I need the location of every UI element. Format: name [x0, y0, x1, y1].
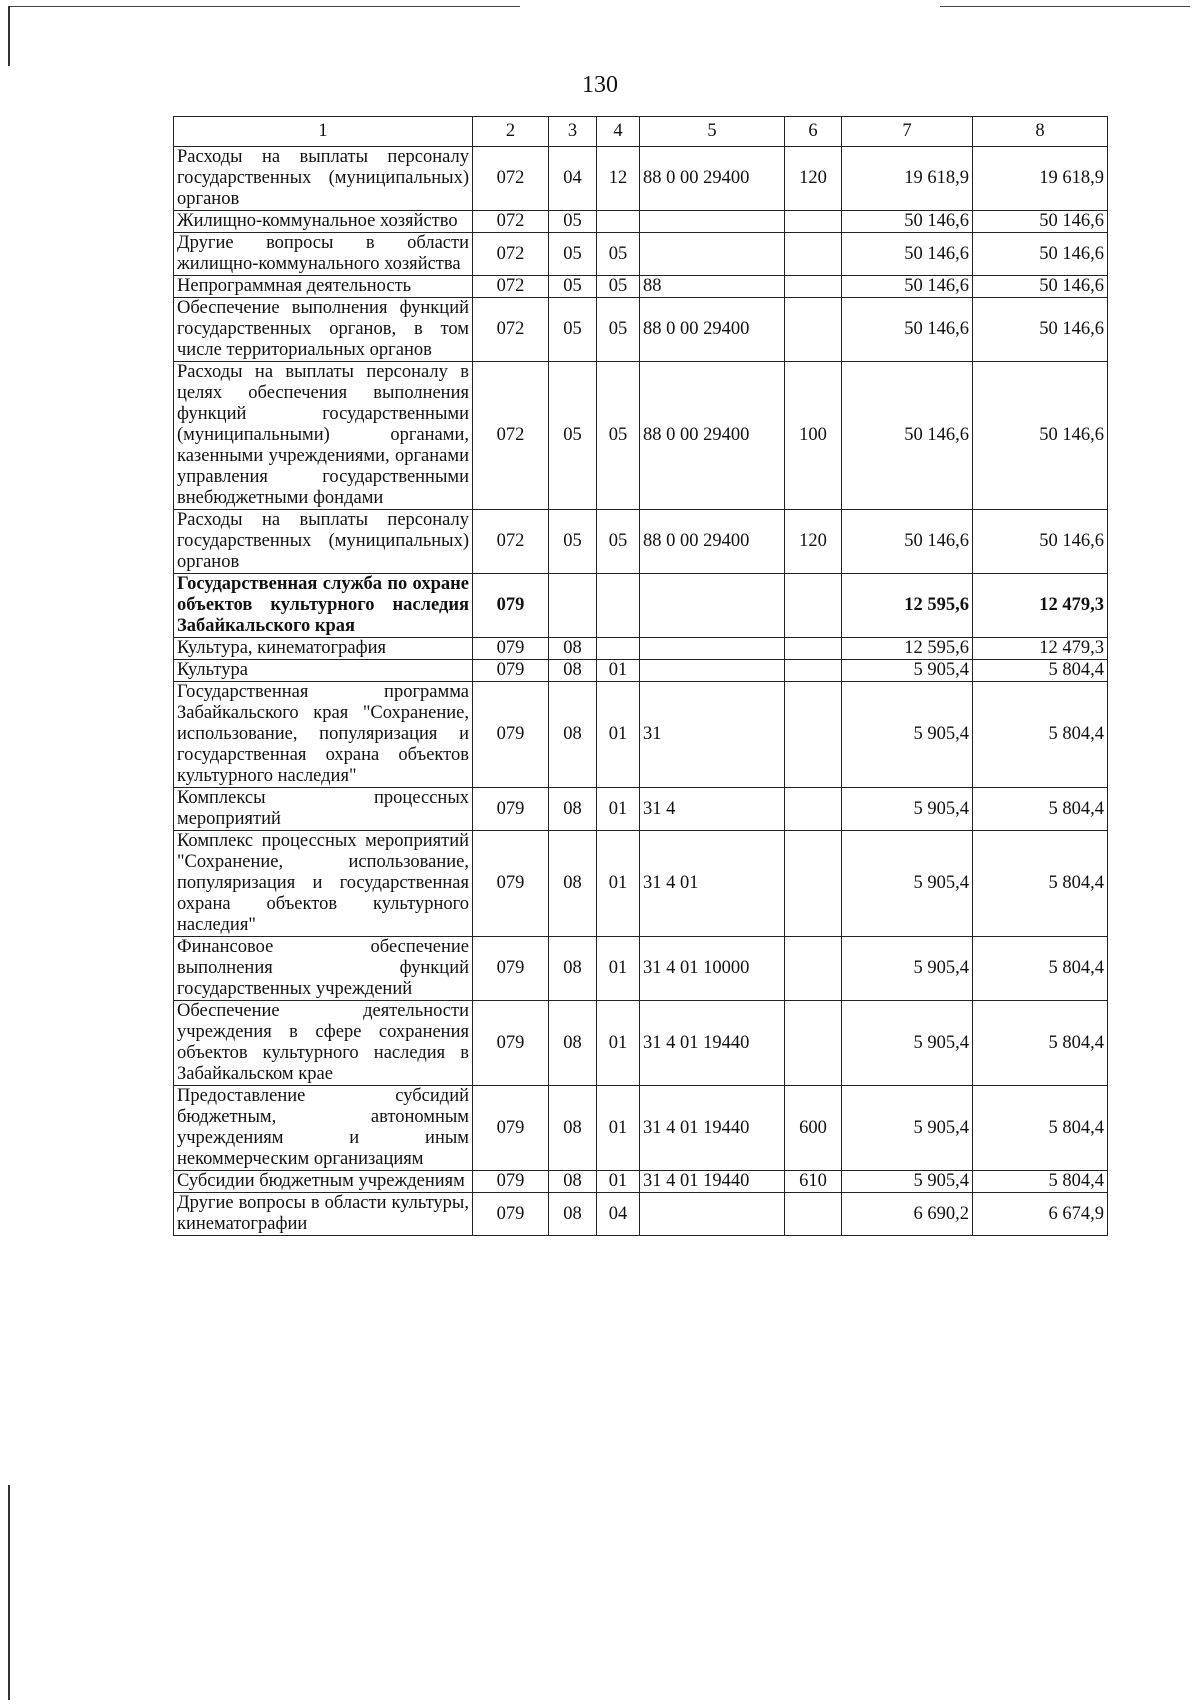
row-label: Непрограммная деятельность	[174, 276, 473, 298]
expense-type-code	[785, 276, 842, 298]
ministry-code: 079	[473, 1171, 549, 1193]
section-code: 05	[549, 510, 597, 574]
expense-type-code	[785, 574, 842, 638]
subsection-code: 05	[597, 510, 640, 574]
table-row	[174, 682, 1108, 788]
expense-type-code: 600	[785, 1086, 842, 1171]
row-label: Государственная программа Забайкальского края "Сохранение, использование, популяризация и государственная охрана объектов культурного наследия"	[174, 682, 473, 788]
subsection-code	[597, 211, 640, 233]
ministry-code: 079	[473, 937, 549, 1001]
amount-year-1: 5 905,4	[842, 1001, 973, 1086]
amount-year-1: 5 905,4	[842, 1086, 973, 1171]
scan-left-border	[8, 6, 10, 66]
expense-type-code	[785, 211, 842, 233]
table-row	[174, 211, 1108, 233]
amount-year-2: 5 804,4	[973, 831, 1108, 937]
section-code: 08	[549, 1171, 597, 1193]
table-row	[174, 510, 1108, 574]
row-label: Предоставление субсидий бюджетным, автономным учреждениям и иным некоммерческим организациям	[174, 1086, 473, 1171]
subsection-code: 05	[597, 233, 640, 276]
table-row	[174, 233, 1108, 276]
ministry-code: 072	[473, 298, 549, 362]
row-label: Другие вопросы в области культуры, кинематографии	[174, 1193, 473, 1236]
amount-year-2: 50 146,6	[973, 510, 1108, 574]
subsection-code: 05	[597, 276, 640, 298]
amount-year-1: 12 595,6	[842, 638, 973, 660]
amount-year-2: 50 146,6	[973, 233, 1108, 276]
column-header: 7	[842, 117, 973, 147]
column-header: 5	[640, 117, 785, 147]
amount-year-2: 50 146,6	[973, 298, 1108, 362]
target-article-code	[640, 211, 785, 233]
amount-year-2: 50 146,6	[973, 362, 1108, 510]
column-header: 6	[785, 117, 842, 147]
section-code: 05	[549, 298, 597, 362]
section-code: 05	[549, 362, 597, 510]
column-header: 8	[973, 117, 1108, 147]
target-article-code	[640, 638, 785, 660]
section-code: 05	[549, 276, 597, 298]
table-row	[174, 1193, 1108, 1236]
amount-year-1: 5 905,4	[842, 682, 973, 788]
target-article-code: 88 0 00 29400	[640, 510, 785, 574]
table-row	[174, 1086, 1108, 1171]
expense-type-code	[785, 1193, 842, 1236]
amount-year-2: 5 804,4	[973, 788, 1108, 831]
amount-year-1: 19 618,9	[842, 147, 973, 211]
amount-year-2: 12 479,3	[973, 638, 1108, 660]
subsection-code: 01	[597, 660, 640, 682]
row-label: Комплексы процессных мероприятий	[174, 788, 473, 831]
section-code: 08	[549, 1001, 597, 1086]
row-label: Расходы на выплаты персоналу государственных (муниципальных) органов	[174, 147, 473, 211]
amount-year-1: 5 905,4	[842, 1171, 973, 1193]
ministry-code: 079	[473, 1193, 549, 1236]
subsection-code: 01	[597, 788, 640, 831]
ministry-code: 079	[473, 1001, 549, 1086]
table-row	[174, 937, 1108, 1001]
subsection-code: 12	[597, 147, 640, 211]
amount-year-1: 50 146,6	[842, 211, 973, 233]
table-header-row	[174, 117, 1108, 147]
section-code: 08	[549, 788, 597, 831]
amount-year-1: 50 146,6	[842, 510, 973, 574]
target-article-code: 31 4 01 10000	[640, 937, 785, 1001]
section-code: 08	[549, 682, 597, 788]
target-article-code	[640, 660, 785, 682]
section-code: 08	[549, 937, 597, 1001]
amount-year-1: 12 595,6	[842, 574, 973, 638]
row-label: Расходы на выплаты персоналу государственных (муниципальных) органов	[174, 510, 473, 574]
ministry-code: 072	[473, 211, 549, 233]
section-code: 05	[549, 233, 597, 276]
expense-type-code	[785, 937, 842, 1001]
subsection-code: 01	[597, 831, 640, 937]
row-label: Обеспечение выполнения функций государственных органов, в том числе территориальных органов	[174, 298, 473, 362]
amount-year-1: 50 146,6	[842, 276, 973, 298]
row-label: Субсидии бюджетным учреждениям	[174, 1171, 473, 1193]
table-row	[174, 362, 1108, 510]
row-label: Жилищно-коммунальное хозяйство	[174, 211, 473, 233]
amount-year-1: 5 905,4	[842, 937, 973, 1001]
expense-type-code: 610	[785, 1171, 842, 1193]
table-row	[174, 574, 1108, 638]
table-row	[174, 831, 1108, 937]
amount-year-1: 5 905,4	[842, 831, 973, 937]
target-article-code: 31 4 01	[640, 831, 785, 937]
amount-year-1: 5 905,4	[842, 660, 973, 682]
budget-table	[173, 116, 1108, 1236]
amount-year-2: 5 804,4	[973, 1086, 1108, 1171]
expense-type-code	[785, 831, 842, 937]
expense-type-code: 120	[785, 510, 842, 574]
amount-year-1: 5 905,4	[842, 788, 973, 831]
subsection-code	[597, 638, 640, 660]
table-row	[174, 298, 1108, 362]
ministry-code: 079	[473, 788, 549, 831]
scan-top-border-left	[8, 6, 520, 7]
ministry-code: 079	[473, 638, 549, 660]
section-code: 08	[549, 638, 597, 660]
subsection-code: 01	[597, 1001, 640, 1086]
section-code: 04	[549, 147, 597, 211]
subsection-code: 01	[597, 937, 640, 1001]
amount-year-2: 19 618,9	[973, 147, 1108, 211]
table-row	[174, 788, 1108, 831]
target-article-code: 31 4 01 19440	[640, 1001, 785, 1086]
scan-top-border-right	[940, 6, 1190, 7]
amount-year-2: 50 146,6	[973, 211, 1108, 233]
subsection-code: 05	[597, 298, 640, 362]
column-header: 1	[174, 117, 473, 147]
row-label: Финансовое обеспечение выполнения функций государственных учреждений	[174, 937, 473, 1001]
expense-type-code	[785, 298, 842, 362]
ministry-code: 072	[473, 276, 549, 298]
subsection-code: 01	[597, 1171, 640, 1193]
expense-type-code	[785, 682, 842, 788]
ministry-code: 072	[473, 233, 549, 276]
ministry-code: 072	[473, 147, 549, 211]
amount-year-1: 50 146,6	[842, 362, 973, 510]
ministry-code: 079	[473, 831, 549, 937]
table-row	[174, 147, 1108, 211]
target-article-code: 31 4 01 19440	[640, 1171, 785, 1193]
ministry-code: 079	[473, 660, 549, 682]
column-header: 2	[473, 117, 549, 147]
target-article-code	[640, 574, 785, 638]
expense-type-code: 100	[785, 362, 842, 510]
target-article-code: 31	[640, 682, 785, 788]
column-header: 4	[597, 117, 640, 147]
table-row	[174, 1001, 1108, 1086]
row-label: Другие вопросы в области жилищно-коммунального хозяйства	[174, 233, 473, 276]
amount-year-2: 50 146,6	[973, 276, 1108, 298]
amount-year-2: 5 804,4	[973, 937, 1108, 1001]
ministry-code: 072	[473, 510, 549, 574]
table-row	[174, 1171, 1108, 1193]
row-label: Расходы на выплаты персоналу в целях обеспечения выполнения функций государственными (муниципальными) органами, казенными учреждениями, органами управления государственными внебюджетными фондами	[174, 362, 473, 510]
amount-year-2: 6 674,9	[973, 1193, 1108, 1236]
subsection-code: 05	[597, 362, 640, 510]
amount-year-1: 6 690,2	[842, 1193, 973, 1236]
amount-year-2: 5 804,4	[973, 660, 1108, 682]
expense-type-code	[785, 1001, 842, 1086]
amount-year-2: 12 479,3	[973, 574, 1108, 638]
subsection-code: 01	[597, 1086, 640, 1171]
section-code	[549, 574, 597, 638]
section-code: 08	[549, 1086, 597, 1171]
target-article-code: 88	[640, 276, 785, 298]
amount-year-1: 50 146,6	[842, 298, 973, 362]
ministry-code: 072	[473, 362, 549, 510]
page-number: 130	[582, 72, 618, 98]
section-code: 05	[549, 211, 597, 233]
target-article-code	[640, 233, 785, 276]
table-row	[174, 638, 1108, 660]
target-article-code: 88 0 00 29400	[640, 362, 785, 510]
ministry-code: 079	[473, 682, 549, 788]
expense-type-code	[785, 233, 842, 276]
section-code: 08	[549, 831, 597, 937]
amount-year-2: 5 804,4	[973, 1001, 1108, 1086]
subsection-code: 01	[597, 682, 640, 788]
row-label: Обеспечение деятельности учреждения в сфере сохранения объектов культурного наследия в Забайкальском крае	[174, 1001, 473, 1086]
target-article-code: 88 0 00 29400	[640, 298, 785, 362]
row-label: Государственная служба по охране объектов культурного наследия Забайкальского края	[174, 574, 473, 638]
table-row	[174, 660, 1108, 682]
section-code: 08	[549, 1193, 597, 1236]
ministry-code: 079	[473, 574, 549, 638]
row-label: Культура, кинематография	[174, 638, 473, 660]
row-label: Комплекс процессных мероприятий "Сохранение, использование, популяризация и государственная охрана объектов культурного наследия"	[174, 831, 473, 937]
row-label: Культура	[174, 660, 473, 682]
column-header: 3	[549, 117, 597, 147]
expense-type-code: 120	[785, 147, 842, 211]
scan-left-border-lower	[8, 1485, 10, 1700]
target-article-code: 31 4	[640, 788, 785, 831]
expense-type-code	[785, 788, 842, 831]
amount-year-2: 5 804,4	[973, 682, 1108, 788]
ministry-code: 079	[473, 1086, 549, 1171]
amount-year-2: 5 804,4	[973, 1171, 1108, 1193]
table-row	[174, 276, 1108, 298]
expense-type-code	[785, 660, 842, 682]
section-code: 08	[549, 660, 597, 682]
subsection-code	[597, 574, 640, 638]
target-article-code: 31 4 01 19440	[640, 1086, 785, 1171]
target-article-code: 88 0 00 29400	[640, 147, 785, 211]
expense-type-code	[785, 638, 842, 660]
subsection-code: 04	[597, 1193, 640, 1236]
target-article-code	[640, 1193, 785, 1236]
amount-year-1: 50 146,6	[842, 233, 973, 276]
